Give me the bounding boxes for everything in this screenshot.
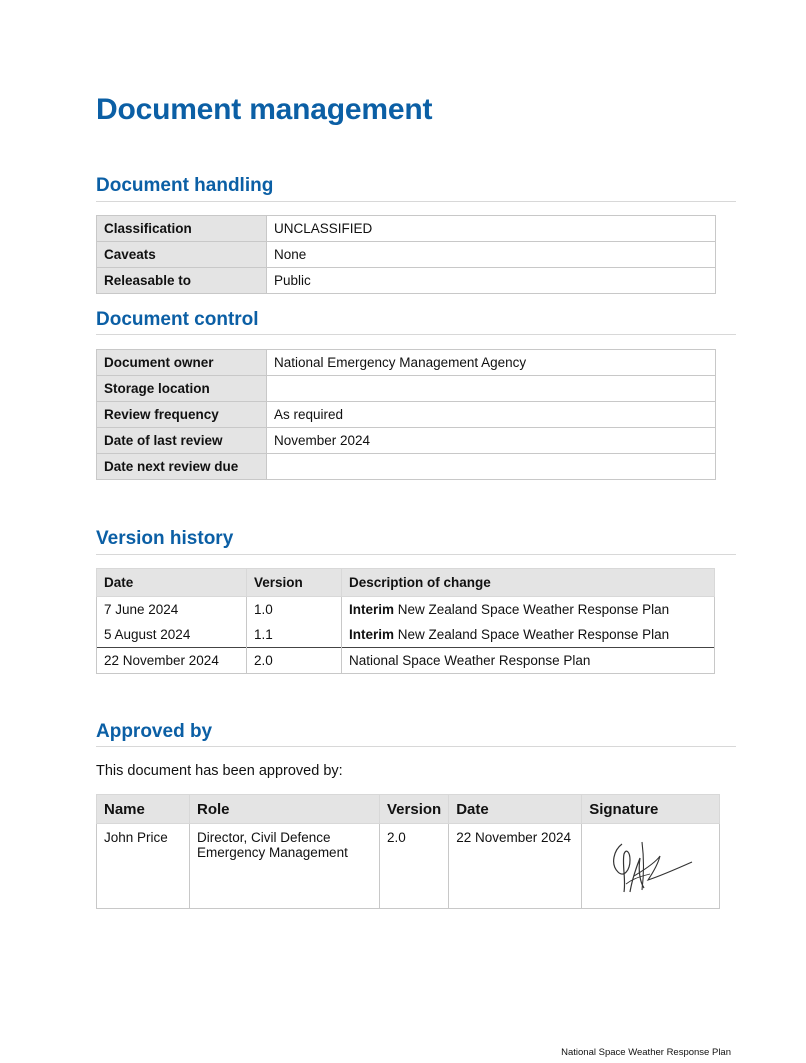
footer-text: National Space Weather Response Plan <box>561 1047 731 1058</box>
table-header-row <box>97 569 715 597</box>
version-number: 2.0 <box>247 648 342 674</box>
column-header: Role <box>190 795 380 824</box>
row-value: None <box>267 242 716 268</box>
table-row <box>97 824 720 909</box>
row-label: Caveats <box>97 242 267 268</box>
version-date: 22 November 2024 <box>97 648 247 674</box>
table-row <box>97 268 716 294</box>
approved-version: 2.0 <box>380 824 449 909</box>
column-header: Description of change <box>342 569 715 597</box>
row-value: November 2024 <box>267 428 716 454</box>
page-title: Document management <box>96 93 433 126</box>
signature-image <box>600 830 700 900</box>
table-row <box>97 648 715 674</box>
row-value: UNCLASSIFIED <box>267 216 716 242</box>
row-label: Classification <box>97 216 267 242</box>
version-number: 1.1 <box>247 622 342 648</box>
column-header: Date <box>97 569 247 597</box>
version-date: 5 August 2024 <box>97 622 247 648</box>
table-row <box>97 597 715 623</box>
table-row <box>97 376 716 402</box>
change-description-bold: Interim <box>349 602 395 617</box>
change-description <box>342 622 715 648</box>
version-date: 7 June 2024 <box>97 597 247 623</box>
approval-date: 22 November 2024 <box>449 824 582 909</box>
section-divider <box>96 554 736 555</box>
table-row <box>97 428 716 454</box>
row-value <box>267 376 716 402</box>
change-description-text: New Zealand Space Weather Response Plan <box>394 602 670 617</box>
approver-role-line: Director, Civil Defence <box>197 830 331 845</box>
table-header-row <box>97 795 720 824</box>
table-row <box>97 350 716 376</box>
document-control-table <box>96 349 716 480</box>
column-header: Name <box>97 795 190 824</box>
approved-by-heading: Approved by <box>96 721 213 742</box>
version-history-table <box>96 568 715 674</box>
change-description <box>342 648 715 674</box>
row-value: Public <box>267 268 716 294</box>
document-control-heading: Document control <box>96 309 259 330</box>
row-value <box>267 454 716 480</box>
row-label: Document owner <box>97 350 267 376</box>
version-number: 1.0 <box>247 597 342 623</box>
table-row <box>97 454 716 480</box>
row-value: As required <box>267 402 716 428</box>
column-header: Date <box>449 795 582 824</box>
document-handling-heading: Document handling <box>96 175 274 196</box>
table-row <box>97 402 716 428</box>
approver-role <box>190 824 380 909</box>
change-description <box>342 597 715 623</box>
column-header: Signature <box>582 795 720 824</box>
row-value: National Emergency Management Agency <box>267 350 716 376</box>
signature-cell <box>582 824 720 909</box>
section-divider <box>96 746 736 747</box>
change-description-text: National Space Weather Response Plan <box>349 653 591 668</box>
row-label: Storage location <box>97 376 267 402</box>
section-divider <box>96 201 736 202</box>
approver-role-line: Emergency Management <box>197 845 348 860</box>
document-handling-table <box>96 215 716 294</box>
row-label: Date of last review <box>97 428 267 454</box>
table-row <box>97 216 716 242</box>
section-divider <box>96 334 736 335</box>
approval-intro: This document has been approved by: <box>96 763 343 779</box>
row-label: Date next review due <box>97 454 267 480</box>
approval-table <box>96 794 720 909</box>
row-label: Releasable to <box>97 268 267 294</box>
column-header: Version <box>380 795 449 824</box>
change-description-text: New Zealand Space Weather Response Plan <box>394 627 670 642</box>
approver-name: John Price <box>97 824 190 909</box>
table-row <box>97 242 716 268</box>
column-header: Version <box>247 569 342 597</box>
row-label: Review frequency <box>97 402 267 428</box>
table-row <box>97 622 715 648</box>
version-history-heading: Version history <box>96 528 234 549</box>
change-description-bold: Interim <box>349 627 395 642</box>
